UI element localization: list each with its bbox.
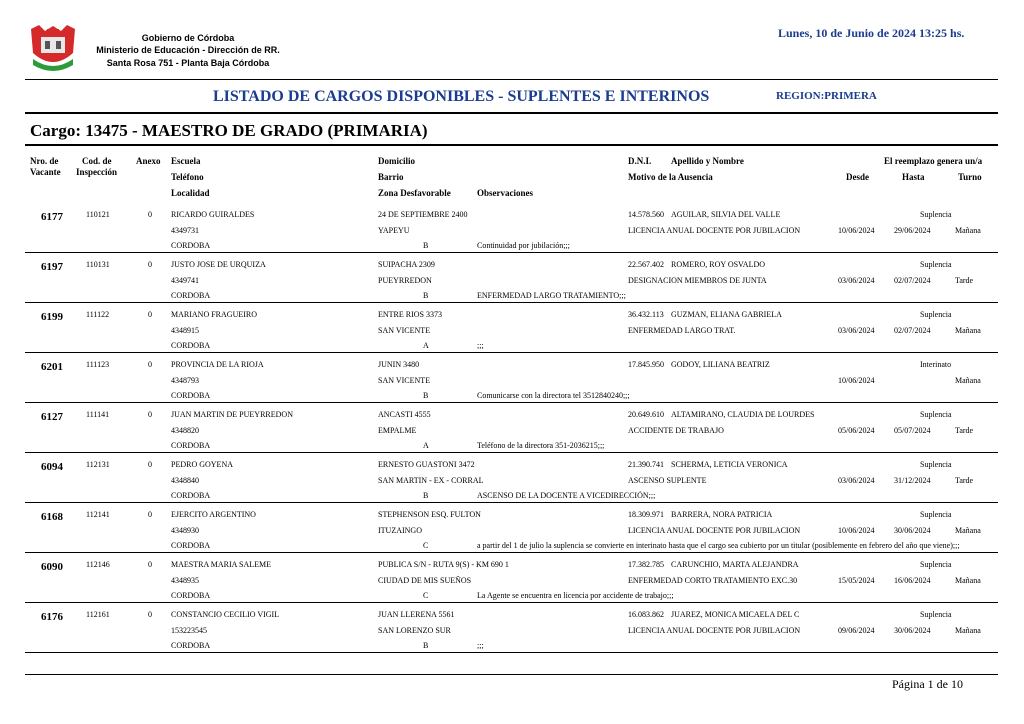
inspection-code: 112141 (86, 510, 110, 519)
dni: 17.845.950 (628, 360, 664, 369)
locality: CORDOBA (171, 591, 211, 600)
school-name: MARIANO FRAGUEIRO (171, 310, 258, 319)
inspection-code: 110121 (86, 210, 110, 219)
anexo: 0 (148, 560, 152, 569)
address: JUNIN 3480 (378, 360, 420, 369)
shift: Tarde (955, 426, 974, 435)
full-name: ALTAMIRANO, CLAUDIA DE LOURDES (671, 410, 815, 419)
date-to: 29/06/2024 (894, 226, 931, 235)
col-cod-2: Inspección (76, 167, 118, 177)
col-observaciones: Observaciones (477, 188, 533, 198)
replacement-type: Suplencia (920, 610, 952, 619)
row-divider (25, 552, 998, 553)
school-name: RICARDO GUIRALDES (171, 210, 255, 219)
row-divider (25, 352, 998, 353)
school-name: PROVINCIA DE LA RIOJA (171, 360, 264, 369)
col-localidad: Localidad (171, 188, 210, 198)
locality: CORDOBA (171, 241, 211, 250)
observations: Teléfono de la directora 351-2036215;;; (477, 441, 605, 450)
date-to: 30/06/2024 (894, 526, 931, 535)
org-ministry: Ministerio de Educación - Dirección de RR. (96, 45, 280, 55)
date-from: 09/06/2024 (838, 626, 875, 635)
dni: 22.567.402 (628, 260, 664, 269)
date-from: 03/06/2024 (838, 476, 875, 485)
date-to: 16/06/2024 (894, 576, 931, 585)
address: ANCASTI 4555 (378, 410, 431, 419)
school-phone: 4348793 (171, 376, 199, 385)
col-hasta: Hasta (902, 172, 925, 182)
row-divider (25, 502, 998, 503)
anexo: 0 (148, 510, 152, 519)
col-escuela: Escuela (171, 156, 201, 166)
locality: CORDOBA (171, 641, 211, 650)
zone: B (423, 391, 429, 400)
shift: Mañana (955, 226, 981, 235)
org-name: Gobierno de Córdoba (141, 33, 235, 43)
cordoba-coat-of-arms-logo (27, 23, 79, 77)
full-name: SCHERMA, LETICIA VERONICA (671, 460, 788, 469)
inspection-code: 112146 (86, 560, 110, 569)
col-reemplazo: El reemplazo genera un/a (884, 156, 983, 166)
school-name: JUSTO JOSE DE URQUIZA (171, 260, 266, 269)
school-phone: 153223545 (171, 626, 207, 635)
address: PUBLICA S/N - RUTA 9(S) - KM 690 1 (378, 560, 509, 569)
absence-reason: LICENCIA ANUAL DOCENTE POR JUBILACION (628, 526, 801, 535)
zone: B (423, 241, 429, 250)
zone: B (423, 291, 429, 300)
zone: C (423, 541, 429, 550)
replacement-type: Suplencia (920, 410, 952, 419)
locality: CORDOBA (171, 341, 211, 350)
col-cod-1: Cod. de (82, 156, 112, 166)
date-from: 10/06/2024 (838, 226, 875, 235)
anexo: 0 (148, 360, 152, 369)
neighborhood: SAN MARTIN - EX - CORRAL (378, 476, 484, 485)
dni: 36.432.113 (628, 310, 664, 319)
absence-reason: ACCIDENTE DE TRABAJO (628, 426, 724, 435)
date-to: 05/07/2024 (894, 426, 931, 435)
inspection-code: 112161 (86, 610, 110, 619)
shift: Tarde (955, 476, 974, 485)
replacement-type: Suplencia (920, 310, 952, 319)
dni: 20.649.610 (628, 410, 664, 419)
date-to: 30/06/2024 (894, 626, 931, 635)
row-divider (25, 602, 998, 603)
observations: ;;; (477, 641, 484, 650)
absence-reason: ASCENSO SUPLENTE (628, 476, 707, 485)
observations: ENFERMEDAD LARGO TRATAMIENTO;;; (477, 291, 626, 300)
school-name: EJERCITO ARGENTINO (171, 510, 256, 519)
vacancy-number: 6176 (41, 611, 63, 623)
col-dni: D.N.I. (628, 156, 652, 166)
school-phone: 4348935 (171, 576, 199, 585)
col-turno: Turno (958, 172, 982, 182)
row-divider (25, 652, 998, 653)
absence-reason: ENFERMEDAD CORTO TRATAMIENTO EXC.30 (628, 576, 798, 585)
neighborhood: SAN VICENTE (378, 326, 431, 335)
school-phone: 4348930 (171, 526, 199, 535)
shift: Mañana (955, 376, 981, 385)
inspection-code: 111122 (86, 310, 110, 319)
inspection-code: 112131 (86, 460, 110, 469)
school-phone: 4348840 (171, 476, 199, 485)
inspection-code: 110131 (86, 260, 110, 269)
date-from: 05/06/2024 (838, 426, 875, 435)
page-title: LISTADO DE CARGOS DISPONIBLES - SUPLENTES E INTERINOS (213, 88, 710, 105)
anexo: 0 (148, 210, 152, 219)
header-divider (25, 79, 998, 80)
address: JUAN LLERENA 5561 (378, 610, 455, 619)
col-telefono: Teléfono (171, 172, 204, 182)
zone: A (423, 341, 429, 350)
full-name: CARUNCHIO, MARTA ALEJANDRA (671, 560, 799, 569)
address: ERNESTO GUASTONI 3472 (378, 460, 475, 469)
shift: Mañana (955, 626, 981, 635)
neighborhood: CIUDAD DE MIS SUEÑOS (378, 576, 472, 585)
observations: La Agente se encuentra en licencia por accidente de trabajo;;; (477, 591, 674, 600)
school-name: MAESTRA MARIA SALEME (171, 560, 272, 569)
shift: Tarde (955, 276, 974, 285)
school-phone: 4349731 (171, 226, 199, 235)
absence-reason: LICENCIA ANUAL DOCENTE POR JUBILACION (628, 226, 801, 235)
full-name: GODOY, LILIANA BEATRIZ (671, 360, 770, 369)
col-apellido: Apellido y Nombre (671, 156, 744, 166)
full-name: JUAREZ, MONICA MICAELA DEL C (671, 610, 800, 619)
full-name: AGUILAR, SILVIA DEL VALLE (671, 210, 781, 219)
locality: CORDOBA (171, 441, 211, 450)
anexo: 0 (148, 410, 152, 419)
dni: 16.083.862 (628, 610, 664, 619)
vacancy-number: 6177 (41, 211, 63, 223)
date-from: 03/06/2024 (838, 276, 875, 285)
col-domicilio: Domicilio (378, 156, 415, 166)
footer-divider (25, 674, 998, 675)
inspection-code: 111141 (86, 410, 110, 419)
date-to: 02/07/2024 (894, 276, 931, 285)
title-divider (25, 112, 998, 114)
school-phone: 4348915 (171, 326, 199, 335)
cargo-title: Cargo: 13475 - MAESTRO DE GRADO (PRIMARIA) (30, 121, 428, 140)
col-motivo: Motivo de la Ausencia (628, 172, 713, 182)
replacement-type: Suplencia (920, 210, 952, 219)
dni: 21.390.741 (628, 460, 664, 469)
inspection-code: 111123 (86, 360, 110, 369)
row-divider (25, 402, 998, 403)
absence-reason: DESIGNACION MIEMBROS DE JUNTA (628, 276, 767, 285)
col-nro-1: Nro. de (30, 156, 59, 166)
zone: A (423, 441, 429, 450)
page-number: Página 1 de 10 (892, 677, 963, 691)
school-phone: 4348820 (171, 426, 199, 435)
col-desde: Desde (846, 172, 869, 182)
replacement-type: Suplencia (920, 560, 952, 569)
replacement-type: Suplencia (920, 260, 952, 269)
date-to: 31/12/2024 (894, 476, 931, 485)
col-anexo: Anexo (136, 156, 161, 166)
col-nro-2: Vacante (30, 167, 61, 177)
full-name: GUZMAN, ELIANA GABRIELA (671, 310, 782, 319)
locality: CORDOBA (171, 491, 211, 500)
neighborhood: ITUZAINGO (378, 526, 422, 535)
full-name: BARRERA, NORA PATRICIA (671, 510, 773, 519)
vacancy-number: 6094 (41, 461, 63, 473)
col-zona: Zona Desfavorable (378, 188, 451, 198)
address: 24 DE SEPTIEMBRE 2400 (378, 210, 468, 219)
vacancy-number: 6090 (41, 561, 63, 573)
replacement-type: Suplencia (920, 460, 952, 469)
school-phone: 4349741 (171, 276, 199, 285)
replacement-type: Interinato (920, 360, 952, 369)
address: STEPHENSON ESQ. FULTON (378, 510, 481, 519)
dni: 18.309.971 (628, 510, 664, 519)
date-from: 15/05/2024 (838, 576, 875, 585)
zone: B (423, 641, 429, 650)
report-date: Lunes, 10 de Junio de 2024 13:25 hs. (778, 26, 965, 40)
date-from: 10/06/2024 (838, 526, 875, 535)
cargo-divider (25, 144, 998, 146)
observations: a partir del 1 de julio la suplencia se convierte en interinato hasta que el cargo sea cubierto por un titular (posiblemente en febrero del año que viene);;; (477, 541, 960, 550)
neighborhood: SAN VICENTE (378, 376, 431, 385)
neighborhood: SAN LORENZO SUR (378, 626, 451, 635)
school-name: JUAN MARTIN DE PUEYRREDON (171, 410, 293, 419)
neighborhood: EMPALME (378, 426, 417, 435)
locality: CORDOBA (171, 291, 211, 300)
absence-reason: ENFERMEDAD LARGO TRAT. (628, 326, 736, 335)
neighborhood: PUEYRREDON (378, 276, 432, 285)
anexo: 0 (148, 460, 152, 469)
shift: Mañana (955, 526, 981, 535)
dni: 17.382.785 (628, 560, 664, 569)
observations: Continuidad por jubilación;;; (477, 241, 570, 250)
school-name: CONSTANCIO CECILIO VIGIL (171, 610, 280, 619)
date-from: 03/06/2024 (838, 326, 875, 335)
region-label: REGION:PRIMERA (776, 90, 877, 102)
replacement-type: Suplencia (920, 510, 952, 519)
row-divider (25, 452, 998, 453)
anexo: 0 (148, 260, 152, 269)
locality: CORDOBA (171, 541, 211, 550)
observations: Comunicarse con la directora tel 3512840240;;; (477, 391, 630, 400)
absence-reason: LICENCIA ANUAL DOCENTE POR JUBILACION (628, 626, 801, 635)
vacancy-number: 6199 (41, 311, 63, 323)
observations: ASCENSO DE LA DOCENTE A VICEDIRECCIÓN;;; (477, 491, 656, 500)
vacancy-number: 6127 (41, 411, 63, 423)
col-barrio: Barrio (378, 172, 404, 182)
zone: C (423, 591, 429, 600)
full-name: ROMERO, ROY OSVALDO (671, 260, 766, 269)
vacancy-number: 6197 (41, 261, 63, 273)
row-divider (25, 302, 998, 303)
vacancy-number: 6201 (41, 361, 63, 373)
date-from: 10/06/2024 (838, 376, 875, 385)
vacancy-number: 6168 (41, 511, 63, 523)
dni: 14.578.560 (628, 210, 664, 219)
zone: B (423, 491, 429, 500)
org-address: Santa Rosa 751 - Planta Baja Córdoba (106, 58, 270, 68)
neighborhood: YAPEYU (378, 226, 410, 235)
address: ENTRE RIOS 3373 (378, 310, 442, 319)
anexo: 0 (148, 310, 152, 319)
locality: CORDOBA (171, 391, 211, 400)
shift: Mañana (955, 326, 981, 335)
address: SUIPACHA 2309 (378, 260, 435, 269)
date-to: 02/07/2024 (894, 326, 931, 335)
shift: Mañana (955, 576, 981, 585)
row-divider (25, 252, 998, 253)
anexo: 0 (148, 610, 152, 619)
school-name: PEDRO GOYENA (171, 460, 233, 469)
observations: ;;; (477, 341, 484, 350)
